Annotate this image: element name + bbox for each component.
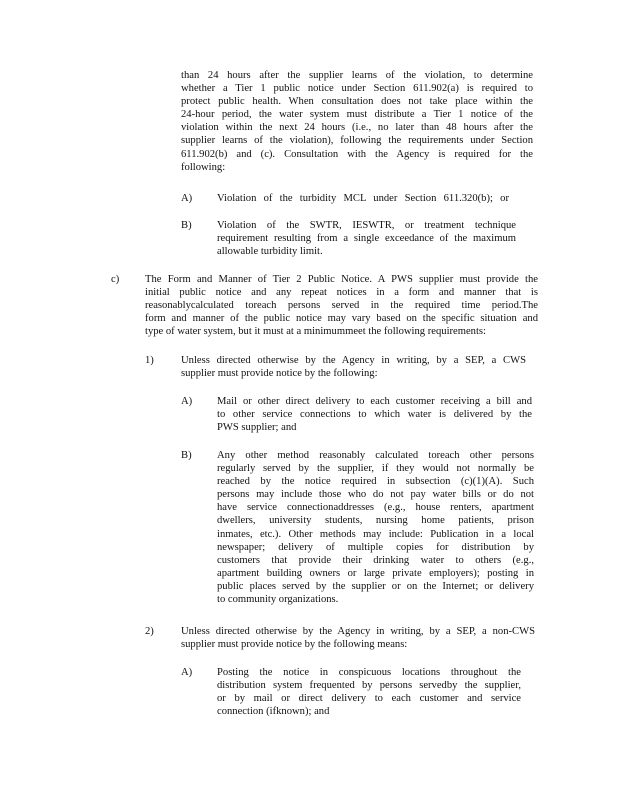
text-line: Unless directed otherwise by the Agency in writing, by a SEP, a non-CWS (181, 626, 535, 637)
text-line: Any other method reasonably calculated toreach other persons (217, 450, 534, 461)
list-marker: 2) (145, 626, 154, 637)
list-item (217, 219, 516, 258)
section-marker: c) (111, 274, 120, 285)
text-line: PWS supplier; and (217, 422, 297, 434)
section-c-paragraph (145, 273, 538, 338)
text-line: inmates, etc.). Other methods may include: Publication in a local (217, 528, 534, 540)
list-marker: B) (181, 220, 192, 231)
text-line: customers that provide their drinking water to others (e.g., (217, 554, 534, 566)
text-line: Violation of the SWTR, IESWTR, or treatment technique (217, 220, 516, 231)
text-line: Unless directed otherwise by the Agency in writing, by a SEP, a CWS (181, 355, 526, 366)
text-line: public places served by the supplier or on the Internet; or delivery (217, 580, 534, 592)
text-line: dwellers, university students, nursing home patients, prison (217, 515, 534, 527)
list-item (217, 395, 532, 434)
list-item (217, 192, 509, 205)
continuation-paragraph (181, 69, 533, 174)
text-line: violation within the next 24 hours (i.e., no later than 48 hours after the (181, 122, 533, 134)
text-line: initial public notice and any repeat notices in a form and manner that is (145, 287, 538, 299)
text-line: or by mail or direct delivery to each customer and service (217, 693, 521, 705)
list-marker: A) (181, 396, 193, 407)
text-line: reasonablycalculated toreach persons served in the required time period.The (145, 300, 538, 312)
text-line: regularly served by the supplier, if they would not normally be (217, 463, 534, 475)
list-item (217, 666, 521, 718)
text-line: apartment building owners or large private employers); posting in (217, 567, 534, 579)
text-line: supplier learns of the violation), following the requirements under Section (181, 135, 533, 147)
text-line: 611.902(b) and (c). Consultation with the Agency is required for the (181, 148, 533, 160)
text-line: connection (ifknown); and (217, 706, 330, 718)
text-line: Posting the notice in conspicuous locations throughout the (217, 667, 521, 678)
text-line: requirement resulting from a single exceedance of the maximum (217, 233, 516, 245)
text-line: The Form and Manner of Tier 2 Public Notice. A PWS supplier must provide the (145, 274, 538, 285)
text-line: whether a Tier 1 public notice under Section 611.902(a) is required to (181, 83, 533, 95)
item-2-paragraph (181, 625, 535, 651)
item-1-paragraph (181, 354, 526, 380)
text-line: supplier must provide notice by the following means: (181, 639, 408, 651)
text-line: to community organizations. (217, 594, 339, 606)
text-line: persons may include those who do not pay water bills or do not (217, 489, 534, 501)
list-marker: B) (181, 450, 192, 461)
text-line: distribution system frequented by persons servedby the supplier, (217, 680, 521, 692)
list-marker: 1) (145, 355, 154, 366)
text-line: allowable turbidity limit. (217, 246, 323, 258)
text-line: than 24 hours after the supplier learns of the violation, to determine (181, 70, 533, 81)
text-line: reached by the notice required in subsection (c)(1)(A). Such (217, 476, 534, 488)
text-line: 24-hour period, the water system must distribute a Tier 1 notice of the (181, 109, 533, 121)
text-line: Mail or other direct delivery to each customer receiving a bill and (217, 396, 532, 407)
text-line: to other service connections to which water is delivered by the (217, 409, 532, 421)
text-line: supplier must provide notice by the following: (181, 368, 378, 380)
list-marker: A) (181, 667, 193, 678)
list-marker: A) (181, 193, 193, 204)
text-line: have service connectionaddresses (e.g., house renters, apartment (217, 502, 534, 514)
text-line: protect public health. When consultation does not take place within the (181, 96, 533, 108)
text-line: Violation of the turbidity MCL under Section 611.320(b); or (217, 193, 509, 204)
text-line: following: (181, 161, 226, 173)
text-line: form and manner of the public notice may vary based on the specific situation and (145, 313, 538, 325)
list-item (217, 449, 534, 606)
text-line: newspaper; delivery of multiple copies for distribution by (217, 541, 534, 553)
text-line: type of water system, but it must at a minimummeet the following requirements: (145, 326, 486, 338)
